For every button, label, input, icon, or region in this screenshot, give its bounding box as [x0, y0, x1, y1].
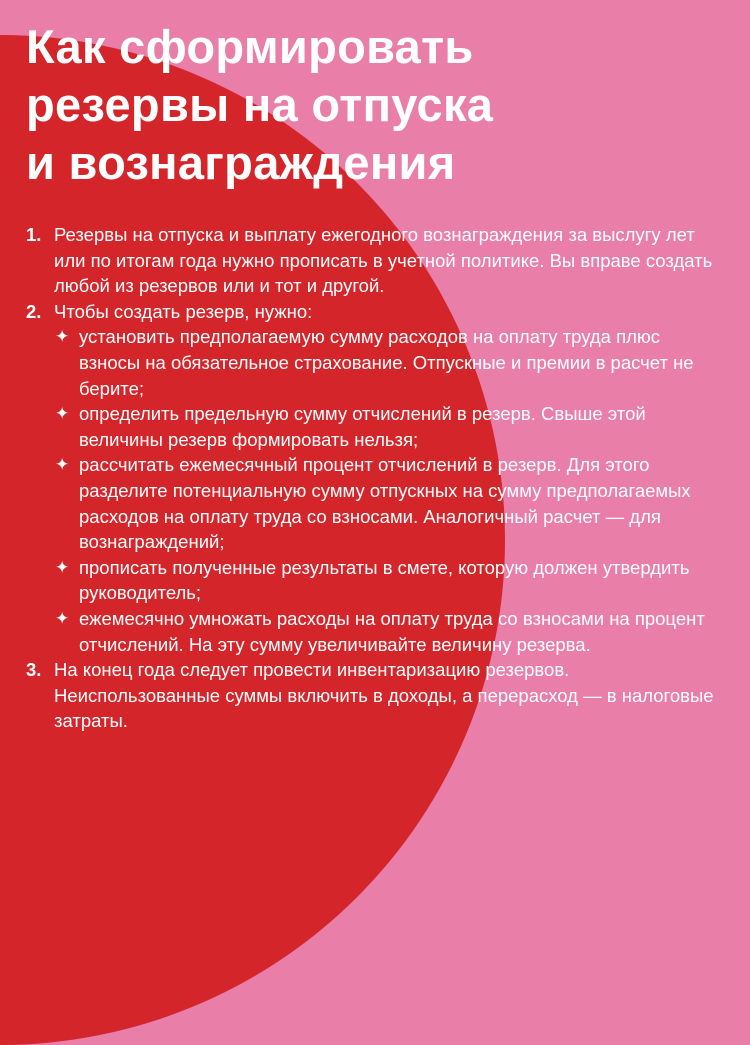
page-title [26, 18, 726, 192]
sparkle-icon: ✦ [55, 404, 70, 424]
step-text: На конец года следует провести инвентаризацию резервов. Неиспользованные суммы включить в доходы, а перерасход — в налоговые затраты. [54, 659, 714, 732]
title-line-3: и вознаграждения [26, 136, 456, 189]
article [26, 18, 726, 734]
sparkle-icon: ✦ [55, 608, 70, 628]
sub-item-text: ежемесячно умножать расходы на оплату труда со взносами на процент отчислений. На эту сумму увеличивайте величину резерва. [79, 607, 705, 655]
sub-item-text: определить предельную сумму отчислений в резерв. Свыше этой величины резерв формировать нельзя; [79, 403, 646, 450]
step-text: Резервы на отпуска и выплату ежегодного вознаграждения за выслугу лет или по итогам года нужно прописать в учетной политике. Вы вправе создать любой из резервов или и тот и другой. [54, 224, 713, 297]
sparkle-icon: ✦ [55, 455, 70, 475]
sub-item [54, 606, 726, 657]
sparkle-icon: ✦ [55, 557, 70, 577]
sub-item [54, 452, 726, 554]
sub-item [54, 555, 726, 606]
sub-list [54, 324, 726, 657]
step-2 [26, 299, 726, 657]
step-number: 2. [26, 300, 42, 322]
sub-item-text: прописать полученные результаты в смете, которую должен утвердить руководитель; [79, 556, 690, 604]
sparkle-icon: ✦ [55, 327, 70, 347]
step-3 [26, 657, 726, 734]
step-1 [26, 222, 726, 299]
step-number: 3. [26, 659, 42, 681]
title-line-2: резервы на отпуска [26, 78, 494, 131]
sub-item-text: рассчитать ежемесячный процент отчислений в резерв. Для этого разделите потенциальную сумму отпускных на сумму предполагаемых расходов на оплату труда со взносами. Аналогичный расчет — для вознаграждений; [79, 454, 691, 553]
steps-list [26, 222, 726, 734]
step-text: Чтобы создать резерв, нужно: [54, 300, 313, 322]
sub-item [54, 401, 726, 452]
sub-item-text: установить предполагаемую сумму расходов на оплату труда плюс взносы на обязательное страхование. Отпускные и премии в расчет не берите; [79, 326, 694, 399]
sub-item [54, 324, 726, 401]
title-line-1: Как сформировать [26, 20, 474, 73]
step-number: 1. [26, 224, 42, 245]
